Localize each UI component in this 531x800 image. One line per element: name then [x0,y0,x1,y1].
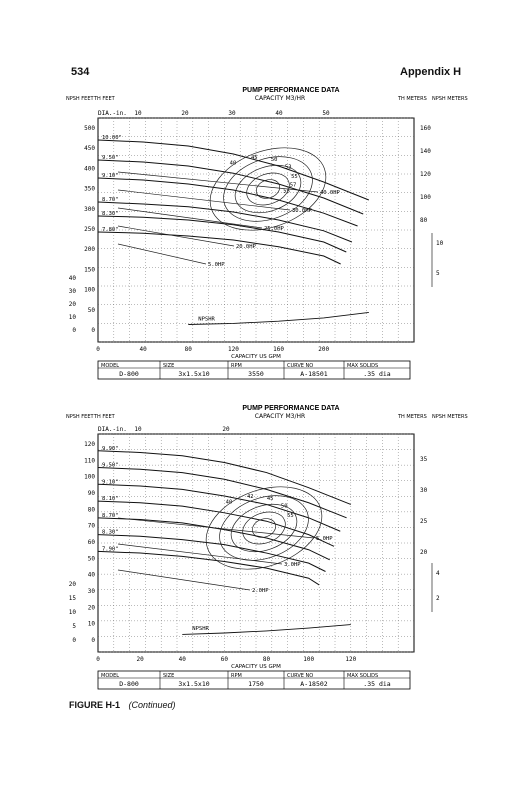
head-curve [98,468,347,518]
hp-line [118,570,250,590]
npsh-curve-label: NPSHR [198,316,215,323]
hp-label: 20.0HP [236,244,256,250]
diameter-label: 10.00" [102,135,122,141]
th-tick-label: 110 [84,457,95,465]
th-tick-label: 250 [84,226,95,233]
spec-table-header: MAX SOLIDS [347,363,379,369]
right-th-tick-label: 120 [420,171,431,178]
head-curve [98,551,319,585]
hp-line [118,544,282,564]
th-meters-label: TH METERS [398,96,427,102]
x-tick-label: 100 [303,656,315,663]
th-tick-label: 0 [91,327,95,334]
head-curve [98,178,358,226]
chart-title: PUMP PERFORMANCE DATA [242,405,340,412]
spec-table-value: D-800 [119,680,139,688]
diameter-label: 8.30" [102,211,119,217]
right-th-tick-label: 100 [420,194,431,201]
pump-chart-3550 [0,80,531,390]
x-tick-label: 20 [136,656,144,663]
efficiency-label: 55 [291,173,298,180]
npsh-tick-label: 40 [68,275,76,282]
right-th-tick-label: 140 [420,148,431,155]
th-tick-label: 50 [87,555,95,563]
th-tick-label: 20 [87,604,95,612]
diameter-label: 7.80" [102,227,119,233]
th-tick-label: 40 [87,571,95,579]
diameter-label: 9.50" [102,462,119,469]
x-tick-label: 80 [184,346,192,353]
chart-title: PUMP PERFORMANCE DATA [242,87,340,94]
hp-label: 3.0HP [284,562,301,568]
x-tick-label: 200 [318,346,330,353]
spec-table-value: 3x1.5x10 [178,370,210,378]
figure-note: (Continued) [128,700,176,710]
th-tick-label: 80 [87,506,95,514]
spec-table-value: 3550 [248,370,264,378]
right-npsh-tick-label: 10 [436,240,444,247]
hp-label: 40.0HP [320,190,340,196]
x-tick-label: 0 [96,656,100,663]
head-curve [98,216,346,252]
th-tick-label: 200 [84,246,95,254]
x-tick-label: 160 [273,346,284,353]
th-tick-label: 60 [87,539,95,546]
diameter-label: 8.70" [102,197,119,203]
th-feet-label: TH FEET [94,96,115,102]
spec-table-value: 3x1.5x10 [178,680,210,688]
hp-label: 2.0HP [252,588,269,594]
npsh-tick-label: 20 [68,301,76,308]
th-tick-label: 400 [84,165,95,173]
efficiency-label: 50 [280,503,288,510]
npsh-tick-label: 0 [72,637,76,644]
th-tick-label: 300 [84,205,95,213]
top-tick-label: 30 [228,110,236,117]
chart-subtitle: CAPACITY M3/HR [254,413,306,420]
efficiency-label: 45 [266,496,274,503]
right-th-tick-label: 30 [420,487,428,494]
th-tick-label: 70 [87,522,95,530]
top-tick-label: 10 [134,110,142,117]
spec-table-value: A-18501 [300,370,328,378]
spec-table-value: .35 dia [363,680,391,688]
efficiency-label: 45 [250,155,258,162]
npsh-curve [188,312,369,324]
top-tick-label: 10 [134,426,142,433]
x-tick-label: 40 [139,346,147,353]
appendix-label: Appendix H [400,66,462,78]
diameter-label: 7.90" [102,546,119,553]
efficiency-label: 53 [284,164,292,171]
right-npsh-tick-label: 4 [436,570,440,577]
hp-line [118,172,318,195]
x-axis-label: CAPACITY US GPM [231,664,281,670]
th-tick-label: 30 [87,588,95,595]
efficiency-contour [215,145,322,233]
right-npsh-tick-label: 2 [436,595,440,602]
spec-table-header: RPM [231,363,242,369]
th-tick-label: 90 [87,490,95,497]
diameter-label: 9.90" [102,445,119,452]
efficiency-contour [225,496,304,561]
th-tick-label: 150 [84,266,95,274]
th-tick-label: 120 [84,441,95,448]
npsh-tick-label: 5 [72,623,76,630]
npsh-tick-label: 10 [68,609,76,616]
hp-line [118,190,290,210]
th-tick-label: 10 [87,620,95,628]
right-th-tick-label: 160 [420,125,431,132]
spec-table-header: CURVE NO [287,673,314,679]
x-axis-label: CAPACITY US GPM [231,354,281,360]
spec-table-value: .35 dia [363,370,391,378]
dia-label: DIA.-in. [98,110,127,117]
diameter-label: 8.70" [102,512,119,519]
diameter-label: 9.50" [102,155,119,161]
npsh-feet-label: NPSH FEET [66,96,94,102]
efficiency-label: 57 [289,182,297,189]
right-th-tick-label: 35 [420,456,428,463]
diameter-label: 8.30" [102,529,119,536]
top-tick-label: 20 [222,426,230,433]
x-tick-label: 0 [96,346,100,353]
diameter-label: 8.10" [102,496,119,503]
hp-label: 25.0HP [264,226,284,232]
spec-table-value: 1750 [248,680,264,688]
hp-label: 30.0HP [292,208,312,214]
efficiency-label: 55 [287,512,294,519]
npsh-feet-label: NPSH FEET [66,414,94,420]
spec-table-header: SIZE [163,673,175,679]
spec-table-header: MODEL [101,363,120,369]
diameter-label: 9.10" [102,479,119,486]
top-tick-label: 50 [322,110,330,117]
chart-subtitle: CAPACITY M3/HR [254,95,306,102]
efficiency-label: 55 [283,188,290,195]
npsh-tick-label: 10 [68,314,76,321]
spec-table-header: SIZE [163,363,175,369]
efficiency-label: 42 [246,494,254,501]
figure-label: FIGURE H-1 [69,700,121,710]
hp-line [118,226,234,246]
efficiency-label: 50 [270,157,278,164]
npsh-tick-label: 30 [68,288,76,295]
efficiency-label: 40 [229,160,237,167]
spec-table-value: D-800 [119,370,139,378]
pump-chart-1750 [0,398,531,698]
x-tick-label: 120 [345,656,357,663]
x-tick-label: 60 [220,656,229,663]
spec-table-header: RPM [231,673,242,679]
right-th-tick-label: 25 [420,518,428,525]
head-curve [98,202,352,242]
npsh-meters-label: NPSH METERS [432,414,468,420]
diameter-label: 9.10" [102,173,119,179]
dia-label: DIA.-in. [98,426,127,433]
top-tick-label: 20 [181,110,189,117]
x-tick-label: 40 [178,656,186,663]
th-tick-label: 350 [84,185,95,193]
right-th-tick-label: 80 [420,217,428,224]
page-number: 534 [71,66,90,78]
efficiency-label: 40 [225,499,233,506]
th-tick-label: 500 [84,125,95,132]
npsh-tick-label: 15 [68,595,76,602]
th-tick-label: 0 [91,637,95,644]
th-tick-label: 100 [84,473,95,481]
th-tick-label: 450 [84,145,95,153]
x-tick-label: 80 [262,656,271,663]
hp-label: 5.0HP [208,262,225,268]
npsh-curve-label: NPSHR [192,626,209,632]
npsh-meters-label: NPSH METERS [432,96,468,102]
efficiency-contour [250,515,279,540]
top-tick-label: 40 [275,110,283,117]
hp-label: 5.0HP [316,536,333,542]
npsh-tick-label: 0 [72,327,76,334]
th-feet-label: TH FEET [94,414,115,420]
npsh-tick-label: 20 [68,581,76,588]
th-meters-label: TH METERS [398,414,427,420]
right-npsh-tick-label: 5 [436,270,440,277]
spec-table-header: MAX SOLIDS [347,673,379,679]
right-th-tick-label: 20 [420,549,428,556]
figure-caption [69,700,176,710]
spec-table-value: A-18502 [300,680,328,688]
x-tick-label: 120 [228,346,239,353]
spec-table-header: CURVE NO [287,363,314,369]
head-curve [98,160,363,214]
th-tick-label: 100 [84,286,95,294]
th-tick-label: 50 [87,306,95,314]
spec-table-header: MODEL [101,673,120,679]
head-curve [98,518,330,560]
head-curve [98,501,334,546]
